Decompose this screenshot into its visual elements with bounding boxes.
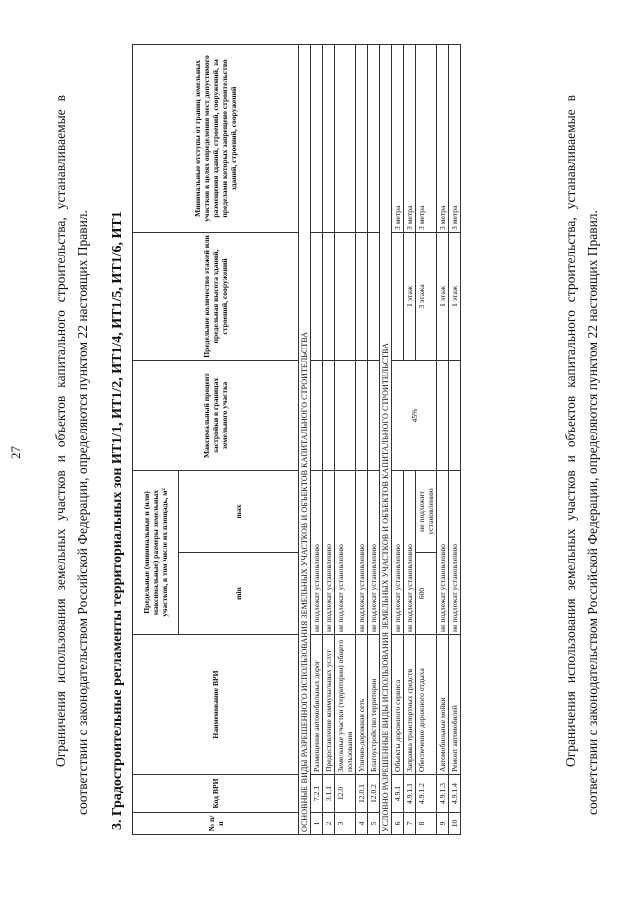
top-paragraph-line2: соответствии с законодательством Российской Федерации, определяются пунктом 22 настоящих Правил. (75, 210, 90, 815)
table-row: 8 4.9.1.2 Обеспечение дорожного отдыха 600 не подлежит установлению 3 этажа 3 метра (416, 44, 437, 834)
header-code: Код ВРИ (133, 775, 299, 813)
header-num: № п/п (133, 813, 299, 835)
table-row: 9 4.9.1.3 Автомобильные мойки не подлежат установлению 1 этаж 3 метра (437, 44, 449, 834)
header-name: Наименование ВРИ (133, 635, 299, 775)
bottom-paragraph (560, 95, 604, 815)
header-floors: Предельное количество этажей или предельная высота зданий, строений, сооружений (133, 232, 299, 360)
regulations-table (132, 44, 461, 835)
top-paragraph-line1: Ограничения использования земельных участков и объектов капитального строительства, устанавливаемые в (53, 95, 68, 767)
bottom-paragraph-line2: соответствии с законодательством Российской Федерации, определяются пунктом 22 настоящих Правил. (585, 210, 600, 815)
top-paragraph (50, 95, 94, 815)
header-min: min (179, 553, 299, 635)
section-main-uses: ОСНОВНЫЕ ВИДЫ РАЗРЕШЕННОГО ИСПОЛЬЗОВАНИЯ ЗЕМЕЛЬНЫХ УЧАСТКОВ И ОБЪЕКТОВ КАПИТАЛЬНОГО СТРОИТЕЛЬСТВА (299, 44, 311, 834)
table-row: 5 12.0.2 Благоустройство территории не подлежат установлению (368, 44, 380, 834)
table-row: 1 7.2.1 Размещение автомобильных дорог не подлежат установлению (311, 44, 323, 834)
header-max: max (179, 470, 299, 552)
percent-cell: 45% (392, 360, 437, 470)
table-row: 4 12.0.1 Улично-дорожная сеть не подлежат установлению (356, 44, 368, 834)
section-conditional-uses: УСЛОВНО РАЗРЕШЕННЫЕ ВИДЫ ИСПОЛЬЗОВАНИЯ ЗЕМЕЛЬНЫХ УЧАСТКОВ И ОБЪЕКТОВ КАПИТАЛЬНОГО СТРОИТЕЛЬСТВА (380, 44, 392, 834)
page-number: 27 (8, 446, 23, 459)
bottom-paragraph-line1: Ограничения использования земельных участков и объектов капитального строительства, устанавливаемые в (563, 95, 578, 767)
table-row: 2 3.1.1 Предоставление коммунальных услуг не подлежат установлению (323, 44, 335, 834)
header-size: Предельные (минимальные и (или) максимальные) размеры земельных участков, в том числе их площадь, м² (133, 470, 179, 634)
table-row: 6 4.9.1 Объекты дорожного сервиса не подлежат установлению 45% 3 метра (392, 44, 404, 834)
header-setback: Минимальные отступы от границ земельных участков в целях определения мест допустимого размещения зданий, строений, сооружений, за пределами которых запрещено строительство зданий, строений, сооружений (133, 44, 299, 232)
table-row: 3 12.0 Земельные участки (территории) общего пользования не подлежат установлению (335, 44, 356, 834)
table-row: 10 4.9.1.4 Ремонт автомобилей не подлежат установлению 1 этаж 3 метра (449, 44, 461, 834)
table-row: 7 4.9.1.1 Заправка транспортных средств не подлежат установлению 1 этаж 3 метра (404, 44, 416, 834)
section-title: 3. Градостроительные регламенты территориальных зон ИТ1/1, ИТ1/2, ИТ1/4, ИТ1/5, ИТ1/6, ИТ1 (110, 211, 125, 830)
header-percent: Максимальный процент застройки в границах земельного участка (133, 360, 299, 470)
